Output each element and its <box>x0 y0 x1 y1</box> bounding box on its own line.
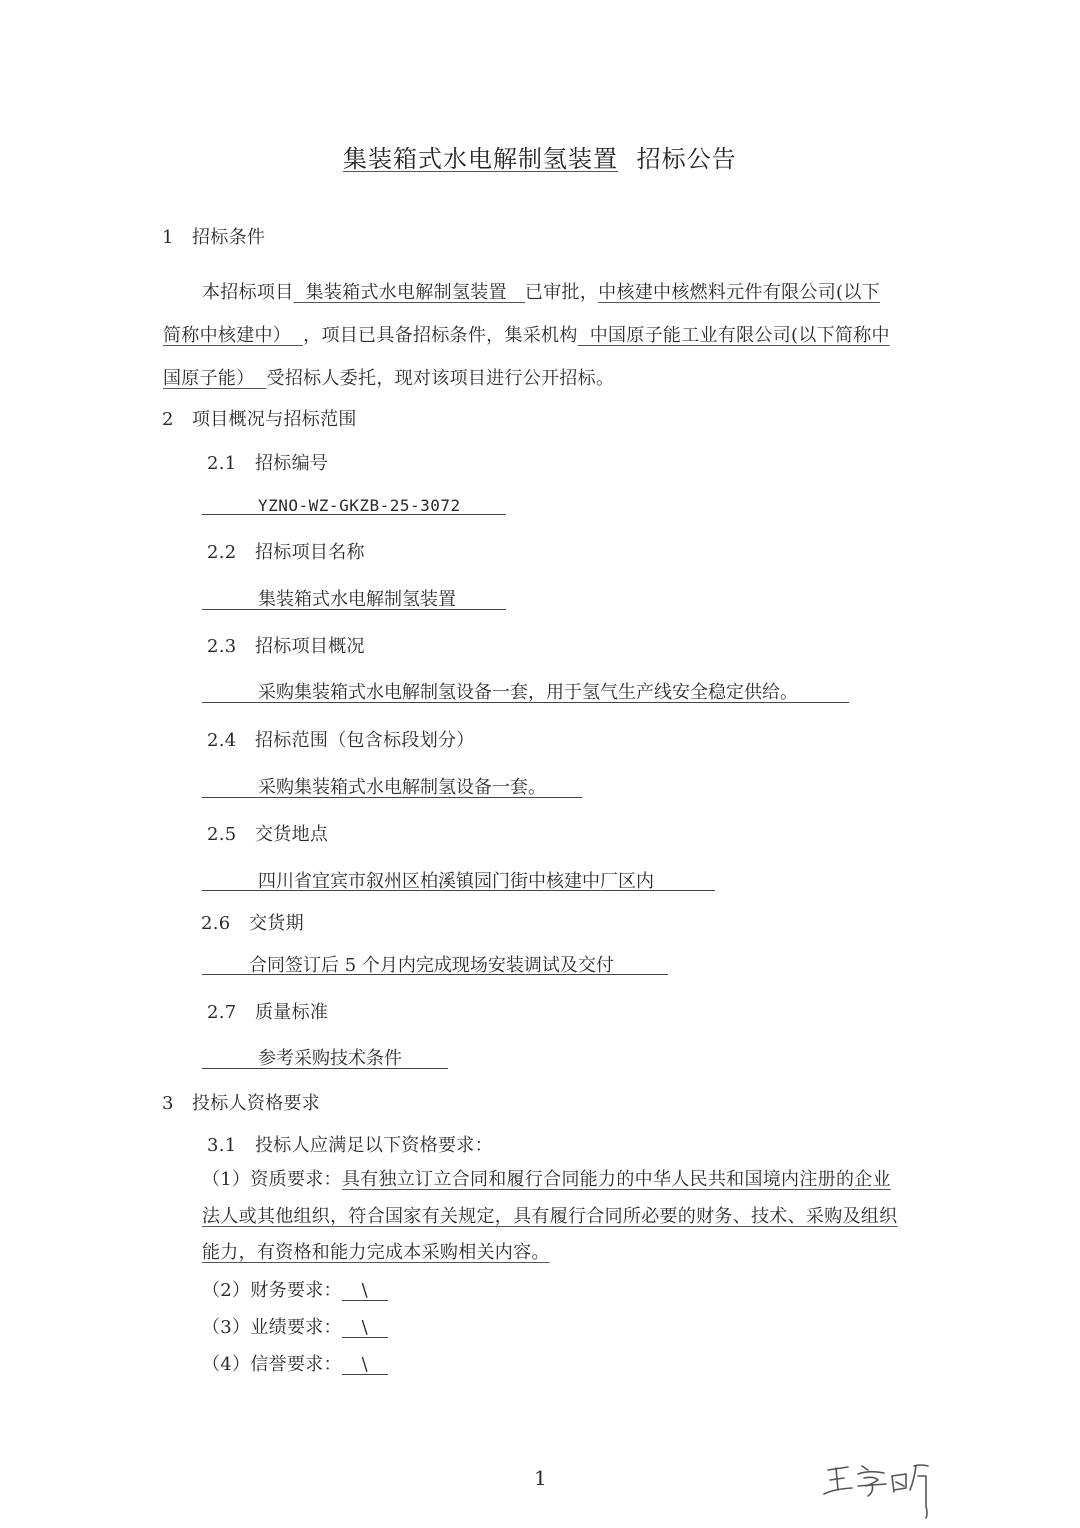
delivery-location-value: 四川省宜宾市叙州区柏溪镇园门街中核建中厂区内 <box>258 871 654 892</box>
delivery-period-value: 合同签订后 5 个月内完成现场安装调试及交付 <box>249 955 614 976</box>
quality-standard-value: 参考采购技术条件 <box>258 1048 402 1069</box>
item-3-1-label: 3.1 投标人应满足以下资格要求： <box>207 1135 493 1156</box>
item-2-6-label: 2.6 交货期 <box>201 913 304 934</box>
title-project-name: 集装箱式水电解制氢装置 <box>343 145 618 173</box>
req-1-line-2: 法人或其他组织，符合国家有关规定，具有履行合同所必要的财务、技术、采购及组织 <box>202 1206 898 1227</box>
document-title <box>343 144 737 174</box>
req-1-line-1: （1）资质要求：具有独立订立合同和履行合同能力的中华人民共和国境内注册的企业 <box>202 1169 891 1190</box>
item-2-5-label: 2.5 交货地点 <box>207 824 329 845</box>
req-2-financial: （2）财务要求： \ <box>202 1279 388 1303</box>
section-3-heading: 3 投标人资格要求 <box>162 1093 321 1114</box>
item-2-2-label: 2.2 招标项目名称 <box>207 542 365 563</box>
section-1-para-line-3: 国原子能） 受招标人委托，现对该项目进行公开招标。 <box>163 368 615 389</box>
tender-number: YZNO-WZ-GKZB-25-3072 <box>258 496 461 515</box>
section-1-heading: 1 招标条件 <box>162 227 266 248</box>
item-2-3-label: 2.3 招标项目概况 <box>207 636 365 657</box>
section-1-para-line-2: 简称中核建中） ，项目已具备招标条件，集采机构 中国原子能工业有限公司(以下简称中 <box>163 325 890 346</box>
title-suffix: 招标公告 <box>636 145 737 173</box>
signature-icon <box>822 1458 942 1522</box>
item-2-7-label: 2.7 质量标准 <box>207 1002 329 1023</box>
project-name-value: 集装箱式水电解制氢装置 <box>258 589 456 610</box>
item-2-1-label: 2.1 招标编号 <box>207 453 329 474</box>
section-1-para-line-1: 本招标项目 集装箱式水电解制氢装置 已审批，中核建中核燃料元件有限公司(以下 <box>202 282 880 303</box>
req-3-performance: （3）业绩要求： \ <box>202 1316 388 1340</box>
req-4-reputation: （4）信誉要求： \ <box>202 1353 388 1377</box>
item-2-4-label: 2.4 招标范围（包含标段划分） <box>207 730 475 751</box>
req-1-line-3: 能力，有资格和能力完成本采购相关内容。 <box>202 1242 550 1263</box>
section-2-heading: 2 项目概况与招标范围 <box>162 409 357 430</box>
tender-scope-value: 采购集装箱式水电解制氢设备一套。 <box>258 777 546 798</box>
handwritten-signature <box>822 1458 942 1522</box>
page-number: 1 <box>534 1466 548 1490</box>
project-overview-value: 采购集装箱式水电解制氢设备一套，用于氢气生产线安全稳定供给。 <box>258 682 798 703</box>
